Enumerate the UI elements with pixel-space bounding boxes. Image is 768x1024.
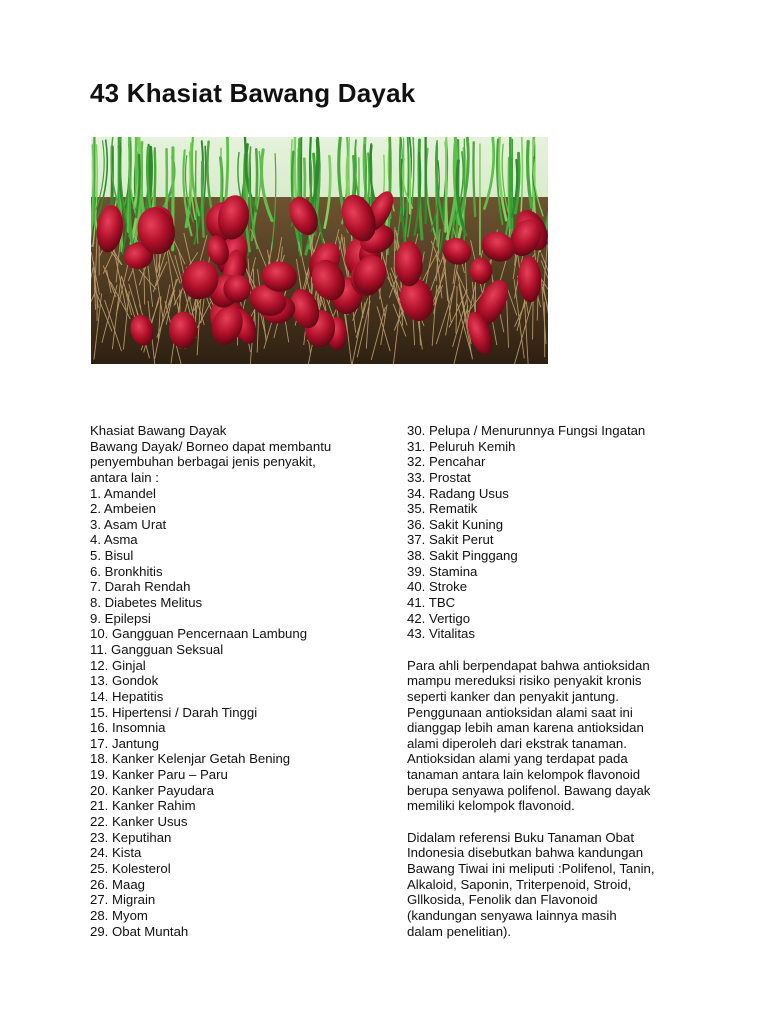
list-item: 40. Stroke (407, 579, 468, 595)
list-item: 16. Insomnia (90, 720, 166, 736)
list-item: 21. Kanker Rahim (90, 798, 196, 814)
paragraph-line: berupa senyawa polifenol. Bawang dayak (407, 782, 651, 798)
intro-line: antara lain : (90, 469, 159, 485)
benefit-list-left (90, 486, 390, 940)
list-item: 5. Bisul (90, 548, 134, 564)
paragraph-line: alami diperoleh dari ekstrak tanaman. (407, 735, 627, 751)
list-item: 14. Hepatitis (90, 688, 164, 704)
list-item: 30. Pelupa / Menurunnya Fungsi Ingatan (407, 423, 646, 438)
list-item: 7. Darah Rendah (90, 579, 191, 595)
list-item: 27. Migrain (90, 892, 156, 908)
list-item: 1. Amandel (90, 485, 156, 501)
intro-line: Bawang Dayak/ Borneo dapat membantu (90, 438, 332, 454)
list-item: 36. Sakit Kuning (407, 516, 504, 532)
paragraph-line: tanaman antara lain kelompok flavonoid (407, 767, 641, 783)
paragraph-spacer (407, 814, 707, 830)
paragraph-line: (kandungan senyawa lainnya masih (407, 907, 617, 923)
benefit-list-right (407, 423, 707, 642)
left-column (90, 423, 390, 939)
page-title: 43 Khasiat Bawang Dayak (90, 78, 416, 108)
list-item: 11. Gangguan Seksual (90, 641, 224, 657)
list-item: 41. TBC (407, 595, 456, 611)
paragraph-line: memiliki kelompok flavonoid. (407, 798, 575, 814)
list-item: 42. Vertigo (407, 610, 471, 626)
list-item: 37. Sakit Perut (407, 532, 494, 548)
paragraph-line: Antioksidan alami yang terdapat pada (407, 751, 628, 767)
list-item: 13. Gondok (90, 673, 159, 689)
list-item: 18. Kanker Kelenjar Getah Bening (90, 751, 291, 767)
list-item: 20. Kanker Payudara (90, 782, 214, 798)
list-item: 12. Ginjal (90, 657, 146, 673)
list-item: 26. Maag (90, 876, 145, 892)
paragraph-line: Indonesia disebutkan bahwa kandungan (407, 845, 644, 861)
list-item: 32. Pencahar (407, 454, 486, 470)
intro-line: penyembuhan berbagai jenis penyakit, (90, 454, 316, 470)
paragraph-line: Bawang Tiwai ini meliputi :Polifenol, Tanin, (407, 860, 655, 876)
list-item: 6. Bronkhitis (90, 563, 163, 579)
paragraph-line: dalam penelitian). (407, 923, 512, 939)
list-item: 22. Kanker Usus (90, 814, 188, 830)
list-item: 34. Radang Usus (407, 485, 509, 501)
paragraph-line: Para ahli berpendapat bahwa antioksidan (407, 657, 650, 673)
right-column (407, 423, 707, 939)
list-item: 35. Rematik (407, 501, 478, 517)
paragraph-line: Gllkosida, Fenolik dan Flavonoid (407, 892, 598, 908)
list-item: 43. Vitalitas (407, 626, 475, 642)
list-item: 39. Stamina (407, 563, 478, 579)
list-item: 9. Epilepsi (90, 610, 151, 626)
antioxidant-paragraph (407, 658, 707, 814)
paragraph-line: Didalam referensi Buku Tanaman Obat (407, 829, 634, 845)
list-item: 8. Diabetes Melitus (90, 595, 203, 611)
shallot-bulb (169, 312, 197, 349)
list-item: 4. Asma (90, 532, 138, 548)
list-item: 17. Jantung (90, 735, 159, 751)
list-item: 29. Obat Muntah (90, 923, 189, 939)
paragraph-line: Penggunaan antioksidan alami saat ini (407, 704, 633, 720)
list-item: 25. Kolesterol (90, 860, 171, 876)
list-item: 10. Gangguan Pencernaan Lambung (90, 626, 308, 642)
list-item: 24. Kista (90, 845, 142, 861)
compound-paragraph (407, 830, 707, 939)
paragraph-line: dianggap lebih aman karena antioksidan (407, 720, 644, 736)
list-item: 2. Ambeien (90, 501, 156, 517)
list-item: 33. Prostat (407, 469, 471, 485)
list-item: 28. Myom (90, 907, 148, 923)
list-heading: Khasiat Bawang Dayak (90, 423, 227, 438)
paragraph-line: mampu mereduksi risiko penyakit kronis (407, 673, 642, 689)
list-item: 31. Peluruh Kemih (407, 438, 516, 454)
list-item: 3. Asam Urat (90, 516, 167, 532)
list-item: 19. Kanker Paru – Paru (90, 767, 228, 783)
paragraph-line: seperti kanker dan penyakit jantung. (407, 688, 619, 704)
list-item: 38. Sakit Pinggang (407, 548, 518, 564)
paragraph-line: Alkaloid, Saponin, Triterpenoid, Stroid, (407, 876, 632, 892)
bawang-dayak-photo (91, 137, 548, 364)
list-item: 23. Keputihan (90, 829, 172, 845)
paragraph-spacer (407, 642, 707, 658)
list-item: 15. Hipertensi / Darah Tinggi (90, 704, 258, 720)
